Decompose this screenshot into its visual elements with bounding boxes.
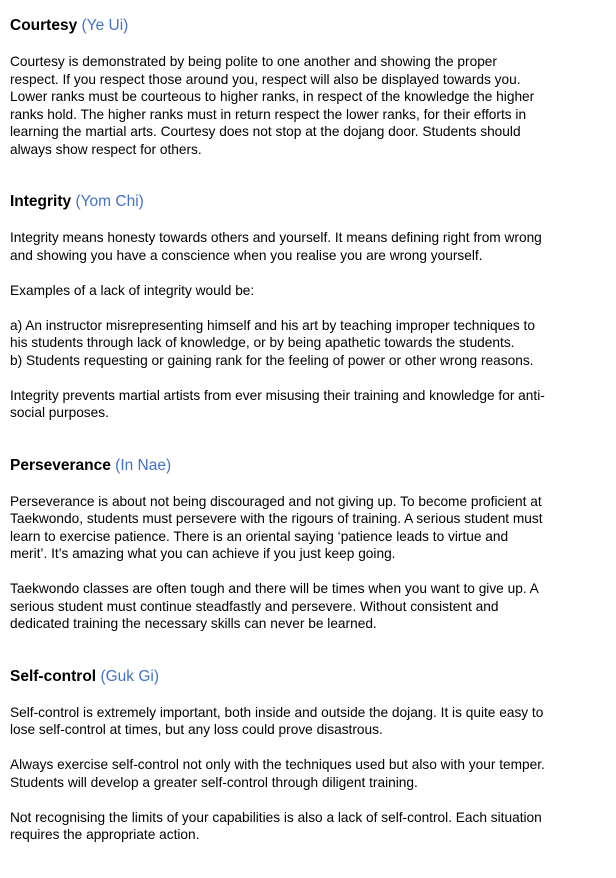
text-line: his students through lack of knowledge, or by being apathetic towards the students. <box>10 335 515 350</box>
text-line: Integrity prevents martial artists from ever misusing their training and knowledge for anti- <box>10 387 545 403</box>
paragraph <box>10 53 606 158</box>
text-line: Not recognising the limits of your capabilities is also a lack of self-control. Each situation <box>10 809 542 825</box>
section-heading <box>10 456 606 476</box>
heading-term: Courtesy <box>10 17 78 34</box>
heading-korean-term: (Guk Gi) <box>100 667 159 685</box>
paragraph <box>10 282 606 300</box>
text-line: merit’. It’s amazing what you can achieve if you just keep going. <box>10 546 396 561</box>
text-line: Examples of a lack of integrity would be: <box>10 282 255 298</box>
text-line: Students will develop a greater self-control through diligent training. <box>10 774 418 790</box>
section-heading <box>10 192 606 212</box>
section-perseverance <box>10 456 606 633</box>
text-line: Courtesy is demonstrated by being polite to one another and showing the proper <box>10 54 497 69</box>
text-line: a) An instructor misrepresenting himself and his art by teaching improper techniques to <box>10 317 535 333</box>
text-line: Integrity means honesty towards others and yourself. It means defining right from wrong <box>10 230 542 245</box>
text-line: Always exercise self-control not only with the techniques used but also with your temper. <box>10 757 545 772</box>
section-self-control <box>10 667 606 844</box>
heading-term: Perseverance <box>10 456 111 474</box>
section-heading <box>10 16 606 36</box>
text-line: social purposes. <box>10 405 109 420</box>
text-line: always show respect for others. <box>10 141 202 157</box>
paragraph <box>10 317 606 370</box>
paragraph <box>10 387 606 422</box>
section-courtesy <box>10 16 606 158</box>
text-line: lose self-control at times, but any loss could prove disastrous. <box>10 722 383 737</box>
text-line: requires the appropriate action. <box>10 827 200 842</box>
text-line: and showing you have a conscience when you realise you are wrong yourself. <box>10 247 483 263</box>
section-heading <box>10 667 606 687</box>
text-line: Taekwondo, students must persevere with the rigours of training. A serious student must <box>10 511 543 526</box>
text-line: respect. If you respect those around you, respect will also be displayed towards you. <box>10 71 521 87</box>
text-line: learn to exercise patience. There is an oriental saying ‘patience leads to virtue and <box>10 528 509 544</box>
document-page <box>10 16 606 878</box>
text-line: serious student must continue steadfastly and persevere. Without consistent and <box>10 598 499 614</box>
heading-korean-term: (In Nae) <box>115 456 172 474</box>
paragraph <box>10 580 606 633</box>
text-line: Lower ranks must be courteous to higher ranks, in respect of the knowledge the higher <box>10 89 535 104</box>
text-line: Perseverance is about not being discouraged and not giving up. To become proficient at <box>10 493 542 509</box>
text-line: ranks hold. The higher ranks must in return respect the lower ranks, for their efforts in <box>10 106 527 122</box>
text-line: b) Students requesting or gaining rank for the feeling of power or other wrong reasons. <box>10 352 534 368</box>
text-line: learning the martial arts. Courtesy does not stop at the dojang door. Students should <box>10 124 521 139</box>
heading-term: Self-control <box>10 667 97 685</box>
text-line: Self-control is extremely important, both inside and outside the dojang. It is quite easy to <box>10 704 544 720</box>
text-line: Taekwondo classes are often tough and there will be times when you want to give up. A <box>10 581 539 596</box>
paragraph <box>10 809 606 844</box>
paragraph <box>10 229 606 264</box>
section-integrity <box>10 192 606 422</box>
paragraph <box>10 704 606 739</box>
text-line: dedicated training the necessary skills can never be learned. <box>10 616 377 631</box>
heading-korean-term: (Ye Ui) <box>81 17 129 34</box>
heading-korean-term: (Yom Chi) <box>75 193 144 210</box>
paragraph <box>10 493 606 563</box>
heading-term: Integrity <box>10 193 72 210</box>
paragraph <box>10 756 606 791</box>
